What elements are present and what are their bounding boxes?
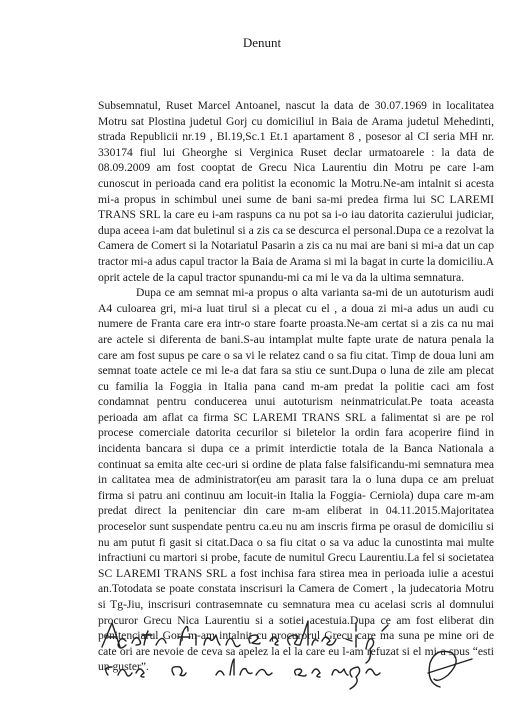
handwritten-note bbox=[100, 617, 500, 697]
paragraph-events: Dupa ce am semnat mi-a propus o alta varianta sa-mi de un autoturism audi A4 culoarea gri, mi-a luat tirul si a plecat cu el , a doua zi mi-a adus un audi cu numere de Franta care era intr-o stare foarte proasta.Ne-am certat si a zis ca nu mai are actele si diferenta de bani.S-au intamplat multe fapte urate de natura penala la care am fost supus pe care o sa vi le relatez cand o sa fiu citat. Timp de doua luni am semnat toate actele ce mi le-a dat fara sa stiu ce sunt.Dupa o luna de zile am plecat cu familia la Foggia in Italia pana cand m-am predat la politie caci am fost condamnat pentru conducerea unui autoturism neinmatriculat.Pe toata aceasta perioada am aflat ca firma SC LAREMI TRANS SRL a falimentat si are pe rol procese comerciale datorita cecurilor si biletelor la ordin fara acoperire fiind in incidenta bancara si dupa ce a primit interdictie totala de la Banca Nationala a continuat sa emita alte cec-uri si ordine de plata false falsificandu-mi semnatura mea in calitatea mea de administrator(eu am parasit tara la o luna dupa ce am preluat firma si patru ani continuu am locuit-in Italia la Foggia- Cerniola) dupa care m-am predat direct la penitenciar din care m-am eliberat in 04.11.2015.Majoritatea proceselor sunt suspendate pentru ca.eu nu am inscris firma pe orasul de domiciliu si nu am putut fi gasit si citat.Daca o sa fiu citat o sa va aduc la cunostinta mai multe infractiuni cu martori si probe, facute de numitul Grecu Laurentiu.La fel si societatea SC LAREMI TRANS SRL a fost inchisa fara stirea mea in perioada iulie a acestui an.Totodata se poate constata inscrisuri la Camera de Comert , la judecatoria Motru si Tg-Jiu, inscrisuri contrasemnate cu semnatura mea cu acelasi scris al domnului procuror Grecu Nica Laurentiu si a sotiei acestuia.Dupa ce am fost eliberat din penitenciarul Gorj m-am intalnit cu procurorul Grecu care ma suna pe mine ori de cate ori are nevoie de ceva sa apelez la el la care eu l-am refuzat si el mi-a spus “esti un guster”. bbox=[98, 286, 494, 674]
paragraph-declaration: Subsemnatul, Ruset Marcel Antoanel, nascut la data de 30.07.1969 in localitatea Motru sat Plostina judetul Gorj cu domiciliul in Baia de Arama judetul Mehedinti, strada Republicii nr.19 , Bl.19,Sc.1 Et.1 apartament 8 , posesor al CI seria MH nr. 330174 fiul lui Gheorghe si Verginica Ruset declar urmatoarele : la data de 08.09.2009 am fost cooptat de Grecu Nica Laurentiu din Motru pe care l-am cunoscut in perioada cand era politist la economic la Motru.Ne-am intalnit si acesta mi-a propus in schimbul unei sume de bani sa-mi predea firma lui SC LAREMI TRANS SRL la care eu i-am raspuns ca nu pot sa i-o iau datorita cazierului judiciar, dupa aceea i-am dat buletinul si a zis ca se descurca el personal.Dupa ce a rezolvat la Camera de Comert si la Notariatul Pasarin a zis ca nu mai are bani si mi-a dat un cap tractor mi-a adus capul tractor la Baia de Arama si mi la bagat in curte la domiciliu.A oprit actele de la capul tractor spunandu-mi ca mi le va da la ultima semnatura. bbox=[98, 99, 494, 284]
document-body bbox=[98, 98, 494, 675]
document-title: Denunt bbox=[242, 35, 282, 50]
handwriting-scribble bbox=[100, 617, 500, 697]
